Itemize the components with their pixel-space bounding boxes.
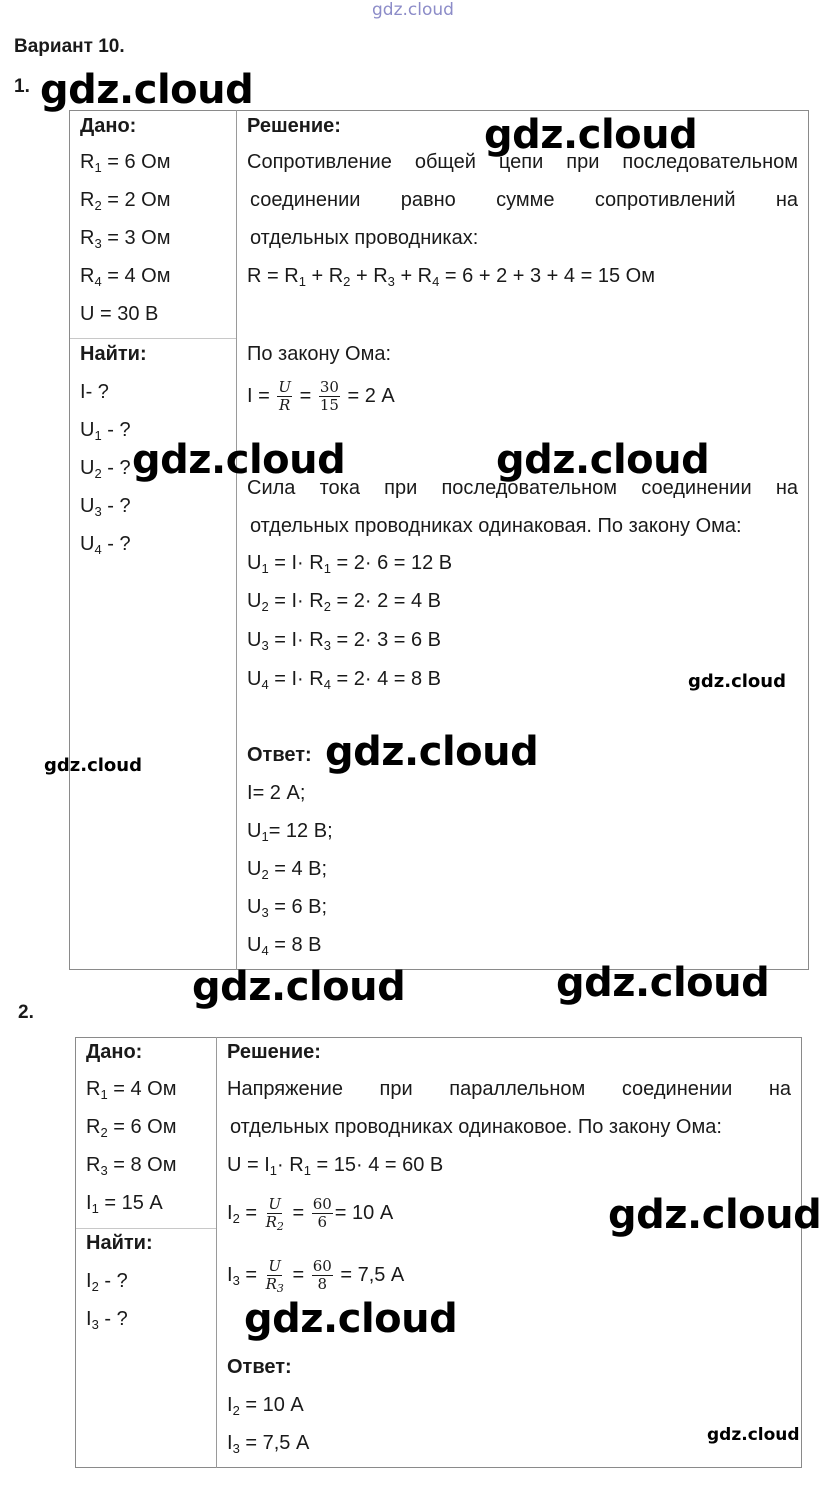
watermark: gdz.cloud [688,671,786,692]
task1-given-divider [70,338,236,339]
watermark: gdz.cloud [484,112,698,158]
task1-formula-i: I = $\frac{U}{R}$ = $\frac{30}{15}$ = 2 А [247,378,395,415]
task1-find-u4: $U_4$ - ? [80,533,131,557]
watermark: gdz.cloud [496,437,710,483]
watermark: gdz.cloud [192,964,406,1010]
task1-find-i: I- ? [80,381,109,403]
task2-number: 2. [18,1002,34,1023]
task2-find-title: Найти: [86,1232,153,1254]
task1-answer-u1: $U_1= 12$ В; [247,820,333,844]
fraction-u-over-r3: $\frac{U}{R_3}$ [265,1257,284,1296]
task2-find-i2: $I_2$ - ? [86,1270,128,1294]
task1-text2-line1: Сила тока при последовательном соединении на [247,477,798,499]
task1-solution-text-line1: Сопротивление общей цепи при последовательном [247,151,798,173]
task1-find-u2: $U_2$ - ? [80,457,131,481]
task2-given-r1: $R_1 = 4$ Ом [86,1078,177,1102]
task2-answer-i3: $I_3 = 7,5$ А [227,1432,310,1456]
task1-answer-title: Ответ: [247,744,312,766]
task1-find-u1: $U_1$ - ? [80,419,131,443]
task2-solution-title: Решение: [227,1041,321,1063]
watermark: gdz.cloud [325,729,539,775]
task1-find-u3: $U_3$ - ? [80,495,131,519]
task1-formula-r: $R = R_1 + R_2 + R_3 + R_4 = 6 + 2 + 3 + 4 = 15$ Ом [247,265,655,289]
task1-given-r4: $R_4 = 4$ Ом [80,265,171,289]
task2-answer-i2: $I_2 = 10$ А [227,1394,304,1418]
task2-solution-text-line2: отдельных проводниках одинаковое. По закону Ома: [230,1116,722,1138]
task1-ohm-title: По закону Ома: [247,343,392,365]
task2-given-r2: $R_2 = 6$ Ом [86,1116,177,1140]
watermark: gdz.cloud [707,1425,800,1445]
task1-calc-u4: $U_4 = I\cdot R_4 = 2\cdot 4 = 8$ В [247,668,442,692]
task1-answer-u2: $U_2 = 4$ В; [247,858,328,882]
fraction-u-over-r2: $\frac{U}{R_2}$ [265,1195,284,1234]
task1-given-u: U = 30 В [80,303,159,325]
task2-given-i1: $I_1 = 15$ А [86,1192,163,1216]
task2-table [75,1037,802,1468]
watermark: gdz.cloud [132,437,346,483]
fraction-60-over-6: $\frac{60}{6}$ [312,1195,332,1232]
task1-calc-u2: $U_2 = I\cdot R_2 = 2\cdot 2 = 4$ В [247,590,442,614]
task1-calc-u3: $U_3 = I\cdot R_3 = 2\cdot 3 = 6$ В [247,629,442,653]
fraction-30-over-15: $\frac{30}{15}$ [319,378,339,415]
task1-calc-u1: $U_1 = I\cdot R_1 = 2\cdot 6 = 12$ В [247,552,453,576]
task2-find-i3: $I_3$ - ? [86,1308,128,1332]
task2-given-title: Дано: [86,1041,143,1063]
task1-answer-u4: $U_4 = 8$ В [247,934,322,958]
task2-given-divider [76,1228,216,1229]
watermark: gdz.cloud [244,1296,458,1342]
task1-solution-title: Решение: [247,115,341,137]
watermark: gdz.cloud [608,1192,822,1238]
fraction-60-over-8: $\frac{60}{8}$ [312,1257,332,1294]
task2-formula-i3: $I_3$ = $\frac{U}{R_3}$ = $\frac{60}{8}$ = 7,5 А [227,1257,405,1296]
task1-answer-i: I= 2 А; [247,782,306,804]
task1-solution-text-line3: отдельных проводниках: [250,227,479,249]
fraction-u-over-r: $\frac{U}{R}$ [278,378,292,415]
variant-title: Вариант 10. [14,36,125,57]
task2-answer-title: Ответ: [227,1356,292,1378]
task1-answer-u3: $U_3 = 6$ В; [247,896,328,920]
task1-column-divider [236,110,237,970]
watermark: gdz.cloud [40,67,254,113]
watermark: gdz.cloud [44,755,142,776]
task2-formula-u: $U = I_1\cdot R_1 = 15\cdot 4 = 60$ В [227,1154,444,1178]
task1-given-title: Дано: [80,115,137,137]
task1-given-r3: $R_3 = 3$ Ом [80,227,171,251]
watermark: gdz.cloud [556,960,770,1006]
task2-formula-i2: $I_2$ = $\frac{U}{R_2}$ = $\frac{60}{6}$ = 10 А [227,1195,394,1234]
task2-given-r3: $R_3 = 8$ Ом [86,1154,177,1178]
task1-find-title: Найти: [80,343,147,365]
site-watermark-top: gdz.cloud [372,0,454,20]
task1-given-r2: $R_2 = 2$ Ом [80,189,171,213]
task2-column-divider [216,1037,217,1468]
task1-number: 1. [14,76,30,97]
task1-given-r1: $R_1 = 6$ Ом [80,151,171,175]
task2-solution-text-line1: Напряжение при параллельном соединении на [227,1078,791,1100]
task1-text2-line2: отдельных проводниках одинаковая. По закону Ома: [250,515,742,537]
task1-solution-text-line2: соединении равно сумме сопротивлений на [250,189,798,211]
